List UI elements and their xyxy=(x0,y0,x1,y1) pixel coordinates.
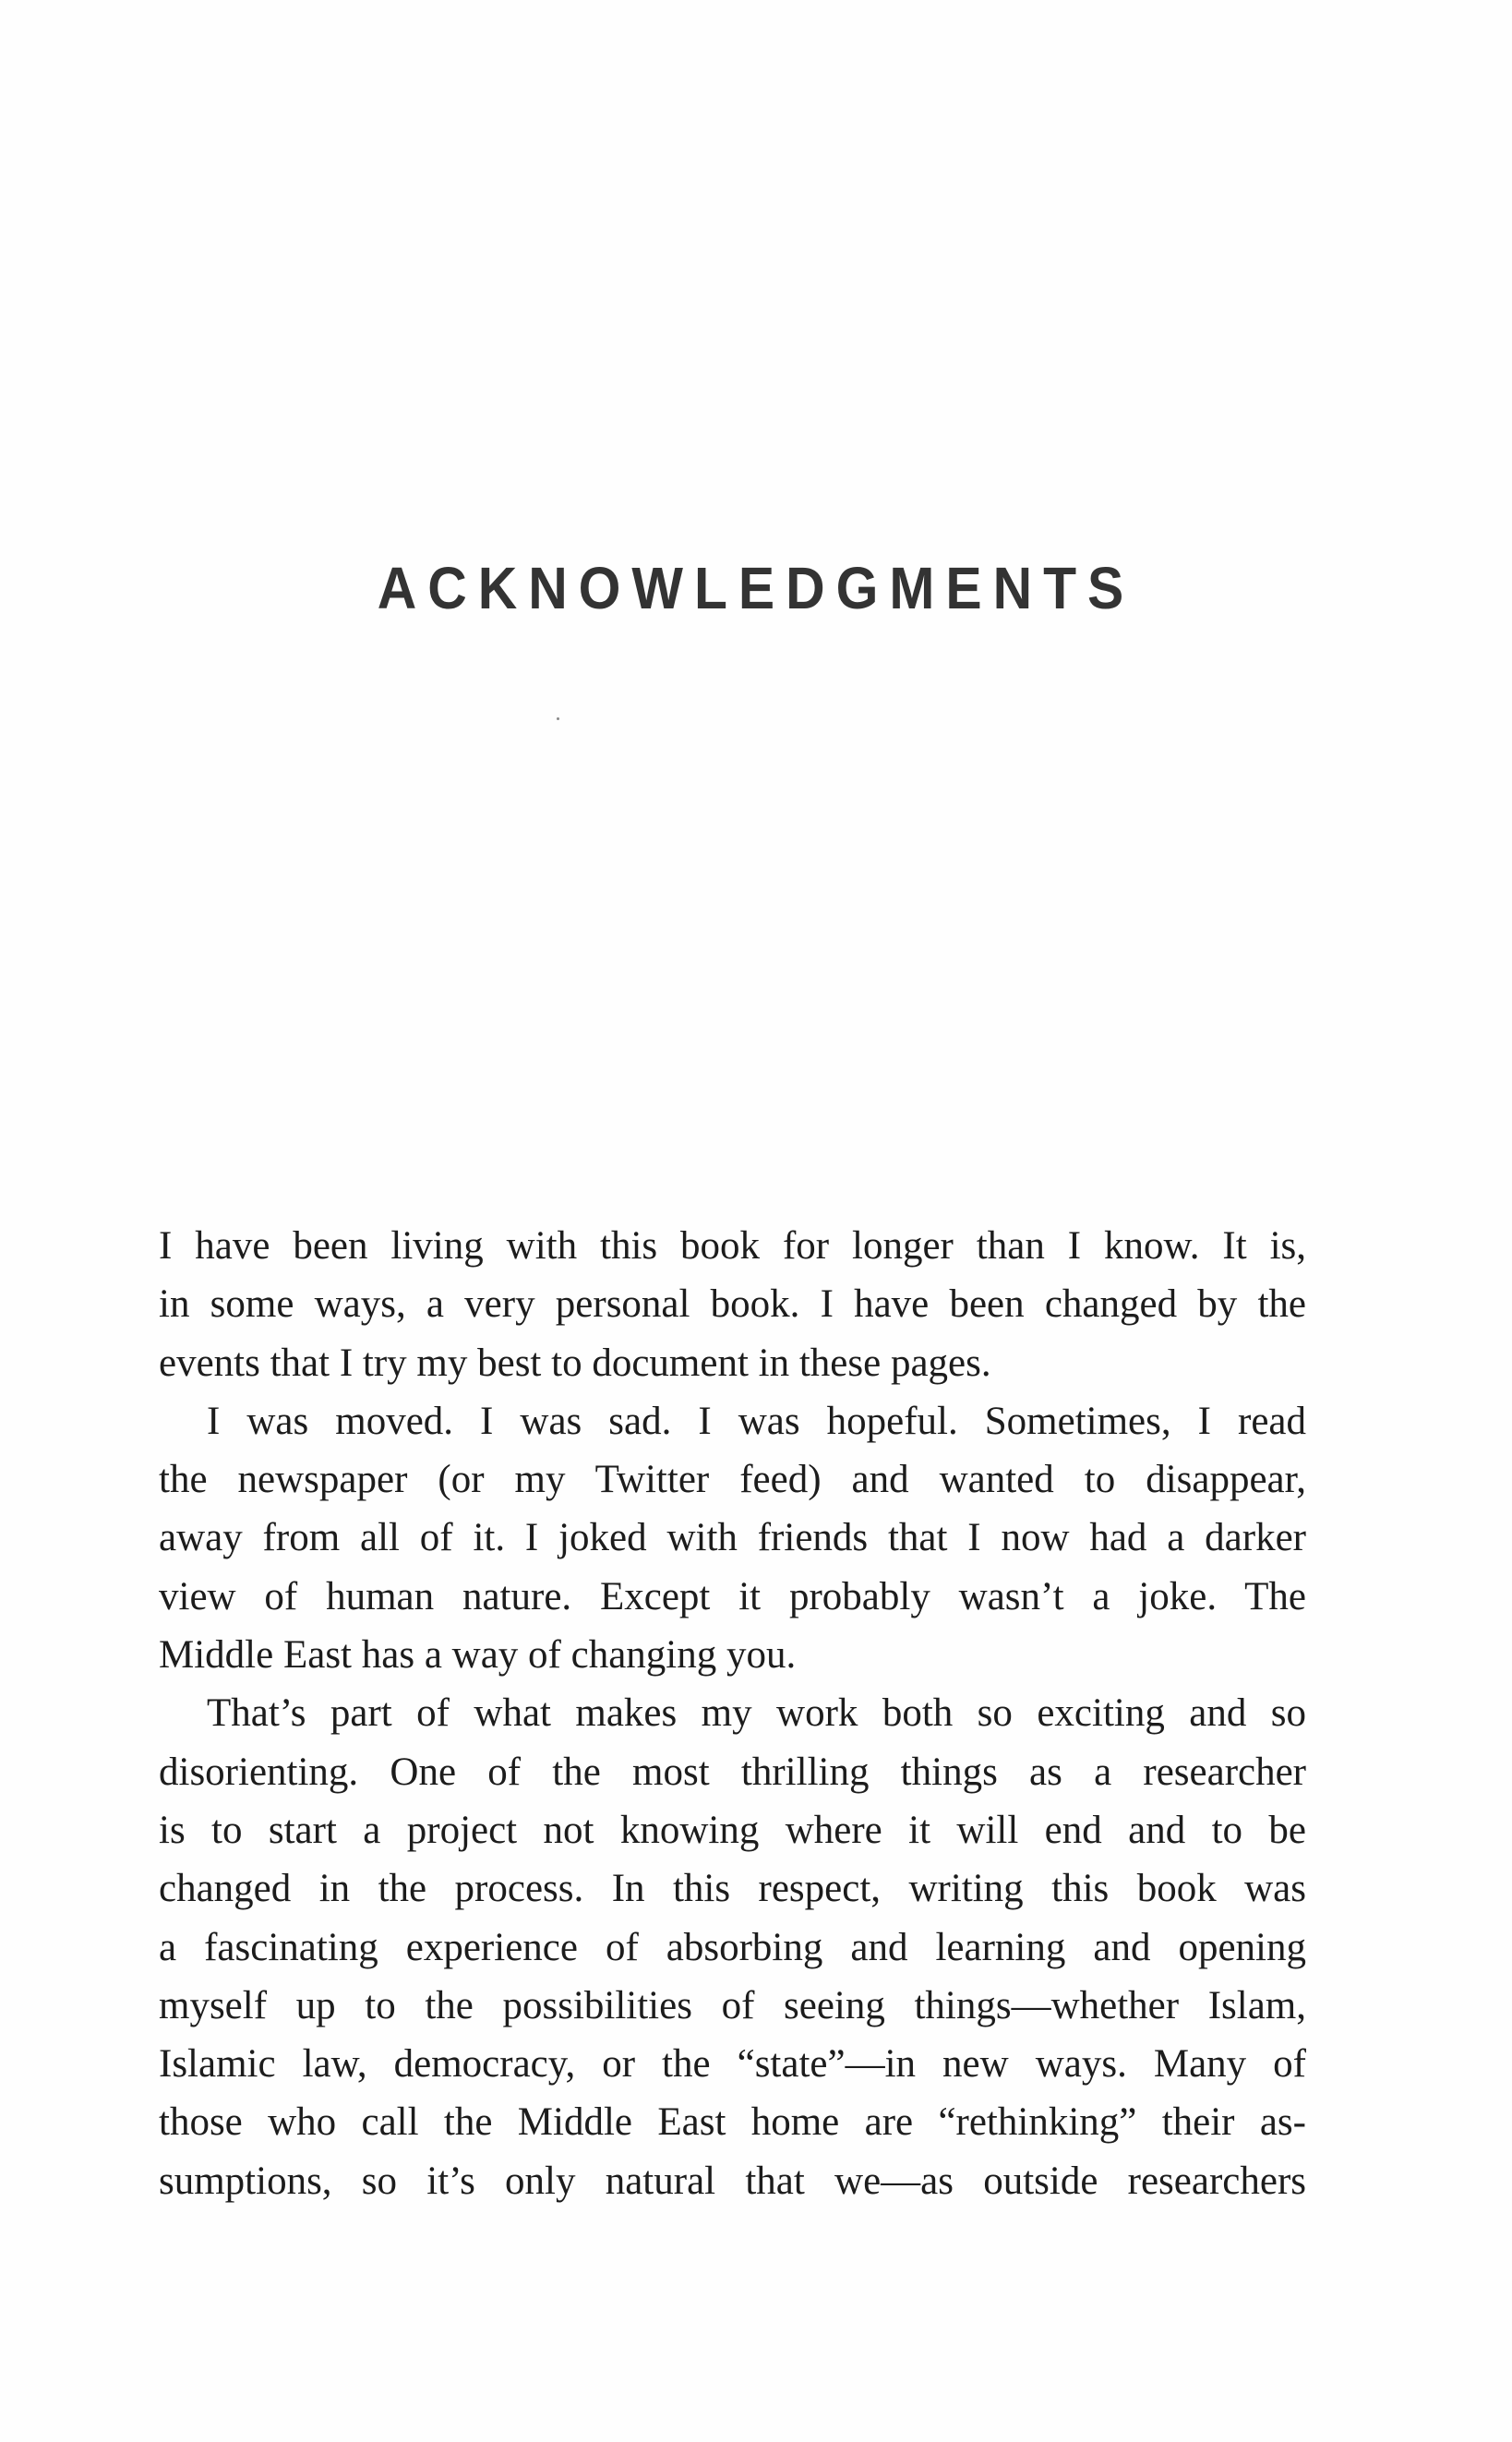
text-line: changed in the process. In this respect, writing this book was xyxy=(159,1867,1306,1911)
text-line: myself up to the possibilities of seeing things—whether Islam, xyxy=(159,1983,1306,2027)
body-text xyxy=(159,1217,1306,2210)
paragraph-2 xyxy=(159,1392,1306,1684)
text-line: those who call the Middle East home are “rethinking” their as- xyxy=(159,2100,1306,2145)
text-line: disorienting. One of the most thrilling things as a researcher xyxy=(159,1750,1306,1794)
text-line: the newspaper (or my Twitter feed) and wanted to disappear, xyxy=(159,1458,1306,1502)
text-line: events that I try my best to document in these pages. xyxy=(159,1341,991,1385)
text-line: I have been living with this book for longer than I know. It is, xyxy=(159,1224,1306,1268)
text-line: sumptions, so it’s only natural that we—as outside researchers xyxy=(159,2159,1306,2203)
print-speck xyxy=(557,717,559,720)
text-line: view of human nature. Except it probably wasn’t a joke. The xyxy=(159,1574,1306,1618)
text-line: in some ways, a very personal book. I have been changed by the xyxy=(159,1282,1306,1327)
text-line: is to start a project not knowing where it will end and to be xyxy=(159,1808,1306,1852)
text-line: a fascinating experience of absorbing and learning and opening xyxy=(159,1925,1306,1969)
text-line: That’s part of what makes my work both so exciting and so xyxy=(207,1691,1306,1736)
text-line: away from all of it. I joked with friends that I now had a darker xyxy=(159,1516,1306,1560)
text-line: Islamic law, democracy, or the “state”—in new ways. Many of xyxy=(159,2042,1306,2087)
text-line: I was moved. I was sad. I was hopeful. Sometimes, I read xyxy=(207,1399,1306,1443)
paragraph-1 xyxy=(159,1217,1306,1392)
text-line: Middle East has a way of changing you. xyxy=(159,1633,797,1678)
paragraph-3 xyxy=(159,1684,1306,2210)
chapter-heading: ACKNOWLEDGMENTS xyxy=(377,555,1135,621)
